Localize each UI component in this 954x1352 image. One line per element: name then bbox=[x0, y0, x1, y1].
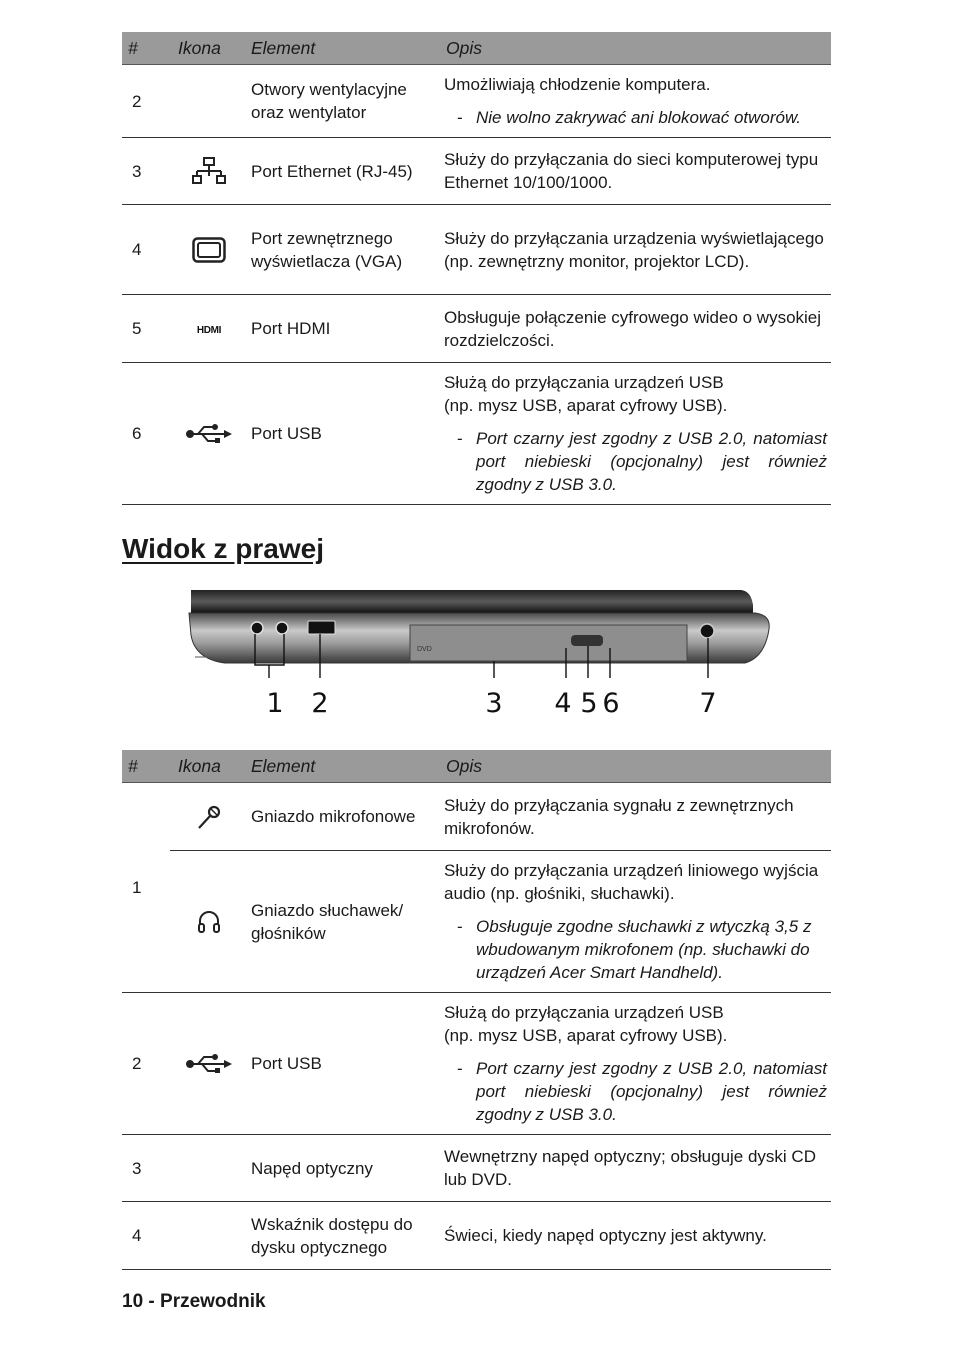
row-element: Napęd optyczny bbox=[248, 1135, 444, 1202]
header-icon: Ikona bbox=[170, 750, 248, 783]
note-text: Port czarny jest zgodny z USB 2.0, natomiast port niebieski (opcjonalny) jest również zgodny z USB 3.0. bbox=[476, 1059, 827, 1124]
note-dash: - bbox=[457, 1059, 463, 1078]
row-icon-empty bbox=[170, 1135, 248, 1202]
table-header-row bbox=[122, 750, 831, 783]
svg-text:HDMI: HDMI bbox=[196, 324, 222, 335]
row-num: 4 bbox=[122, 1202, 170, 1270]
row-desc: Służy do przyłączania urządzenia wyświetlającego (np. zewnętrzny monitor, projektor LCD). bbox=[444, 205, 831, 295]
row-num: 3 bbox=[122, 1135, 170, 1202]
callout-5: 5 bbox=[580, 688, 598, 719]
row-desc bbox=[444, 851, 831, 993]
header-num: # bbox=[122, 32, 170, 65]
header-desc: Opis bbox=[444, 750, 831, 783]
row-icon-empty bbox=[170, 1202, 248, 1270]
row-note bbox=[444, 106, 827, 129]
table-row bbox=[122, 65, 831, 138]
callout-6: 6 bbox=[602, 688, 620, 719]
microphone-icon bbox=[170, 783, 248, 851]
header-element: Element bbox=[248, 32, 444, 65]
headphone-jack bbox=[276, 622, 288, 634]
row-desc-line: (np. mysz USB, aparat cyfrowy USB). bbox=[444, 1026, 728, 1045]
mic-jack bbox=[251, 622, 263, 634]
table-row bbox=[122, 851, 831, 993]
row-element: Gniazdo słuchawek/ głośników bbox=[248, 851, 444, 993]
row-num: 6 bbox=[122, 363, 170, 505]
table-row bbox=[122, 1202, 831, 1270]
row-desc: Świeci, kiedy napęd optyczny jest aktywny. bbox=[444, 1202, 831, 1270]
note-dash: - bbox=[457, 917, 463, 936]
dc-in-jack bbox=[700, 624, 714, 638]
row-element: Otwory wentylacyjne oraz wentylator bbox=[248, 65, 444, 138]
row-desc bbox=[444, 363, 831, 505]
header-num: # bbox=[122, 750, 170, 783]
vga-icon bbox=[170, 205, 248, 295]
note-dash: - bbox=[457, 429, 463, 448]
table-row bbox=[122, 205, 831, 295]
row-desc-line: Służą do przyłączania urządzeń USB bbox=[444, 1003, 724, 1022]
table-row bbox=[122, 783, 831, 851]
row-desc: Służy do przyłączania sygnału z zewnętrznych mikrofonów. bbox=[444, 783, 831, 851]
drive-logo: DVD bbox=[417, 646, 432, 653]
row-note bbox=[444, 915, 827, 984]
header-desc: Opis bbox=[444, 32, 831, 65]
usb-icon bbox=[170, 993, 248, 1135]
row-num: 3 bbox=[122, 138, 170, 205]
note-text: Port czarny jest zgodny z USB 2.0, natomiast port niebieski (opcjonalny) jest również zgodny z USB 3.0. bbox=[476, 429, 827, 494]
row-desc bbox=[444, 993, 831, 1135]
usb-icon bbox=[170, 363, 248, 505]
row-num: 2 bbox=[122, 993, 170, 1135]
row-desc: Służy do przyłączania do sieci komputerowej typu Ethernet 10/100/1000. bbox=[444, 138, 831, 205]
table-row bbox=[122, 138, 831, 205]
usb-port bbox=[308, 621, 335, 634]
row-desc bbox=[444, 65, 831, 138]
callout-1: 1 bbox=[266, 688, 284, 719]
row-element: Port USB bbox=[248, 993, 444, 1135]
note-text: Obsługuje zgodne słuchawki z wtyczką 3,5 z wbudowanym mikrofonem (np. słuchawki do urządzeń Acer Smart Handheld). bbox=[476, 917, 812, 982]
row-element: Port Ethernet (RJ-45) bbox=[248, 138, 444, 205]
eject-button bbox=[571, 635, 603, 646]
ethernet-icon bbox=[170, 138, 248, 205]
row-desc-line: (np. mysz USB, aparat cyfrowy USB). bbox=[444, 396, 728, 415]
row-element: Port zewnętrznego wyświetlacza (VGA) bbox=[248, 205, 444, 295]
row-desc-text: Umożliwiają chłodzenie komputera. bbox=[444, 75, 711, 94]
section-title: Widok z prawej bbox=[122, 533, 325, 564]
row-desc-text: Służy do przyłączania urządzeń liniowego wyjścia audio (np. głośniki, słuchawki). bbox=[444, 861, 819, 903]
note-text: Nie wolno zakrywać ani blokować otworów. bbox=[476, 108, 802, 127]
row-icon-empty bbox=[170, 65, 248, 138]
ports-table-left bbox=[122, 32, 831, 505]
callout-2: 2 bbox=[311, 688, 329, 719]
headphones-icon bbox=[170, 851, 248, 993]
row-element: Gniazdo mikrofonowe bbox=[248, 783, 444, 851]
header-element: Element bbox=[248, 750, 444, 783]
table-row bbox=[122, 363, 831, 505]
callout-7: 7 bbox=[699, 688, 717, 719]
row-element: Port USB bbox=[248, 363, 444, 505]
row-note bbox=[444, 1057, 827, 1126]
laptop-right-view-figure bbox=[185, 585, 785, 720]
header-icon: Ikona bbox=[170, 32, 248, 65]
table-row bbox=[122, 993, 831, 1135]
row-desc: Wewnętrzny napęd optyczny; obsługuje dyski CD lub DVD. bbox=[444, 1135, 831, 1202]
ports-table-right bbox=[122, 750, 831, 1270]
hdmi-icon bbox=[170, 295, 248, 363]
table-row bbox=[122, 295, 831, 363]
table-row bbox=[122, 1135, 831, 1202]
callout-4: 4 bbox=[554, 688, 572, 719]
row-num: 1 bbox=[122, 783, 170, 993]
row-num: 4 bbox=[122, 205, 170, 295]
table-header-row bbox=[122, 32, 831, 65]
row-note bbox=[444, 427, 827, 496]
row-num: 5 bbox=[122, 295, 170, 363]
laptop-lid bbox=[191, 590, 753, 613]
row-num: 2 bbox=[122, 65, 170, 138]
row-element: Port HDMI bbox=[248, 295, 444, 363]
row-element: Wskaźnik dostępu do dysku optycznego bbox=[248, 1202, 444, 1270]
note-dash: - bbox=[457, 108, 463, 127]
optical-drive bbox=[410, 625, 687, 661]
row-desc: Obsługuje połączenie cyfrowego wideo o wysokiej rozdzielczości. bbox=[444, 295, 831, 363]
row-desc-line: Służą do przyłączania urządzeń USB bbox=[444, 373, 724, 392]
callout-3: 3 bbox=[485, 688, 503, 719]
page-footer: 10 - Przewodnik bbox=[122, 1291, 266, 1312]
